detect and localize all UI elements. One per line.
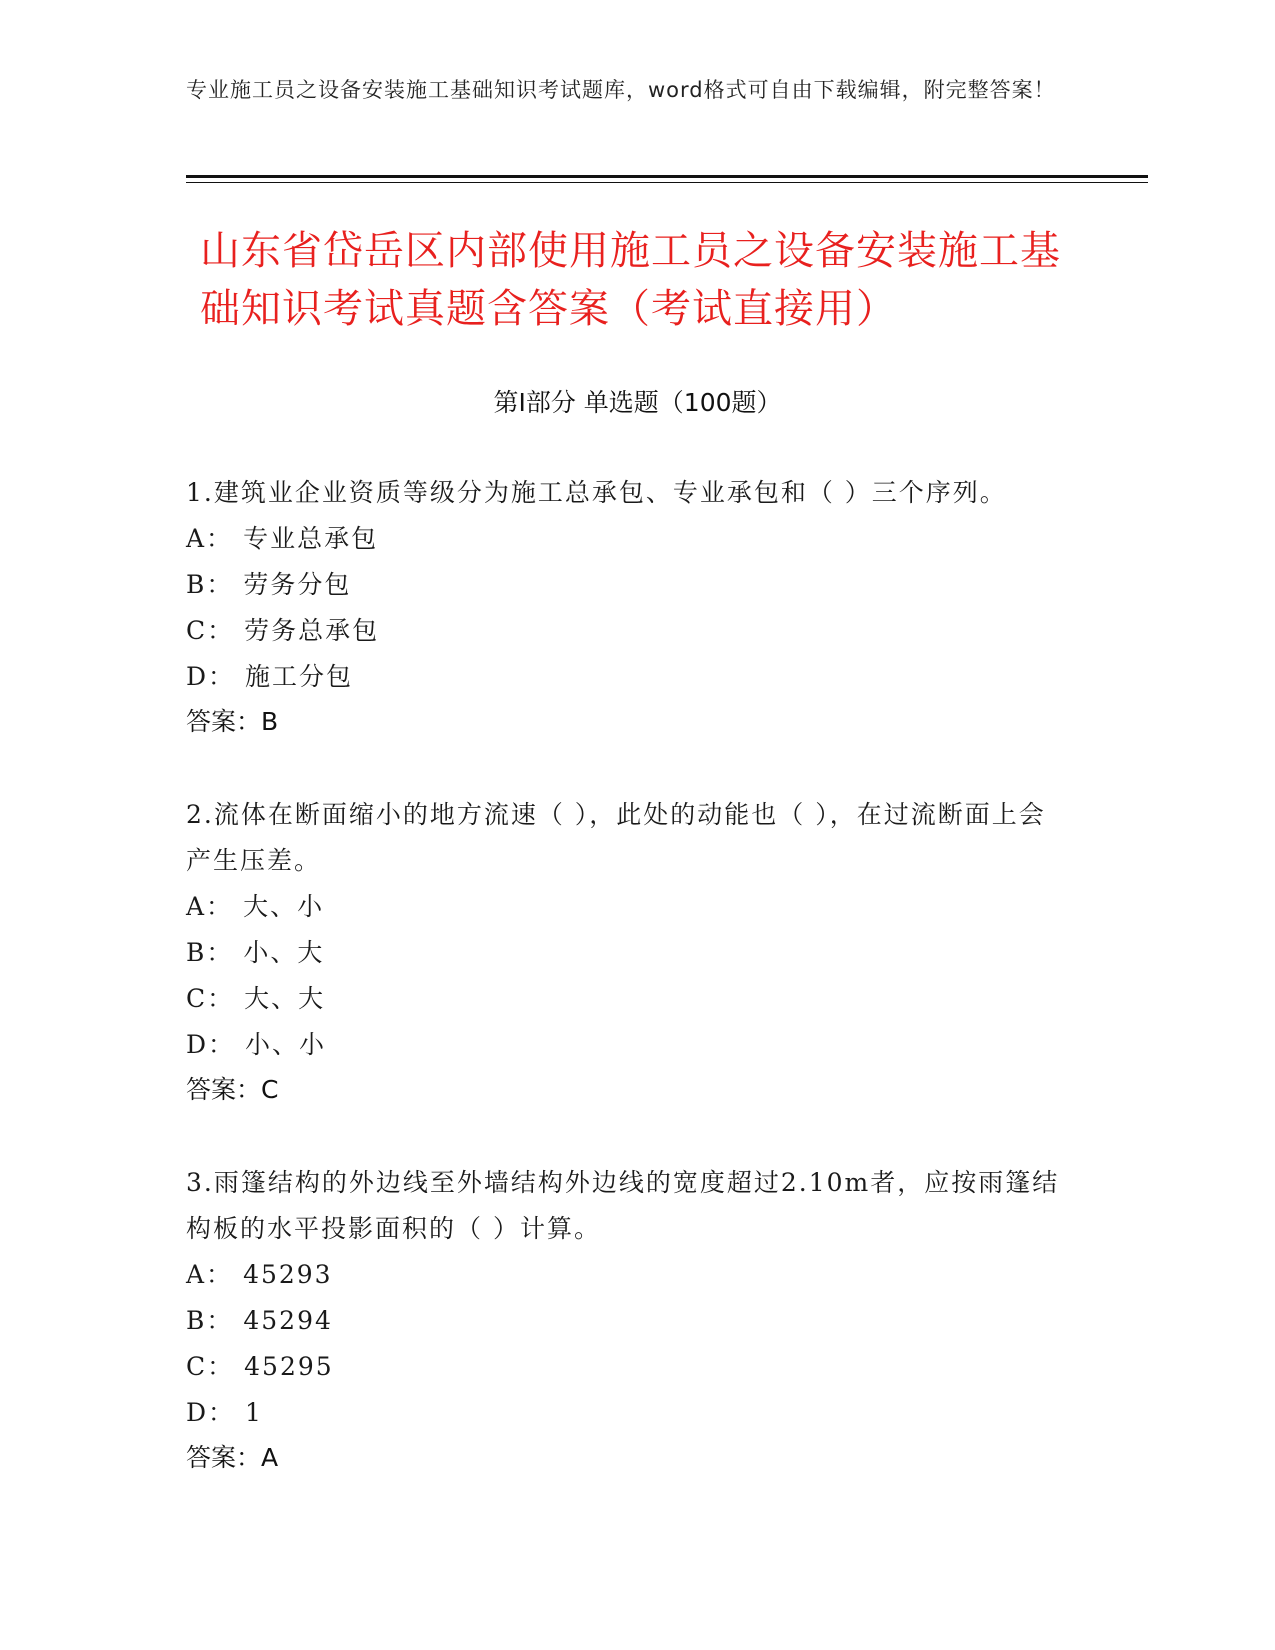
- option-key: C：: [186, 616, 235, 645]
- option-b: [186, 930, 1066, 976]
- answer-label: 答案：A: [186, 1443, 279, 1472]
- option-key: D：: [186, 1030, 236, 1059]
- header-note: 专业施工员之设备安装施工基础知识考试题库，word格式可自由下载编辑，附完整答案！: [186, 78, 1056, 102]
- question-stem: 3.雨篷结构的外边线至外墙结构外边线的宽度超过2.10m者，应按雨篷结构板的水平投影面积的（ ）计算。: [186, 1168, 1060, 1243]
- document-title: 山东省岱岳区内部使用施工员之设备安装施工基础知识考试真题含答案（考试直接用）: [200, 228, 1061, 332]
- answer-label: 答案：C: [186, 1075, 279, 1104]
- option-key: D：: [186, 662, 236, 691]
- option-d: [186, 1390, 1066, 1436]
- question-2: [186, 792, 1066, 1112]
- question-stem: 2.流体在断面缩小的地方流速（ ），此处的动能也（ ），在过流断面上会产生压差。: [186, 800, 1046, 875]
- question-stem: 1.建筑业企业资质等级分为施工总承包、专业承包和（ ）三个序列。: [186, 478, 1007, 507]
- option-text: 小、大: [243, 938, 325, 967]
- option-key: A：: [186, 1260, 234, 1289]
- question-3: [186, 1160, 1066, 1480]
- option-text: 劳务分包: [243, 570, 352, 599]
- option-text: 1: [245, 1398, 263, 1427]
- option-a: [186, 516, 1066, 562]
- question-1: [186, 470, 1066, 744]
- header-rule-thick: [186, 175, 1148, 178]
- option-d: [186, 1022, 1066, 1068]
- option-text: 45295: [244, 1352, 334, 1381]
- option-key: A：: [186, 892, 234, 921]
- option-c: [186, 976, 1066, 1022]
- answer-label: 答案：B: [186, 707, 279, 736]
- option-key: B：: [186, 1306, 234, 1335]
- option-text: 施工分包: [245, 662, 354, 691]
- option-text: 45294: [243, 1306, 333, 1335]
- option-a: [186, 1252, 1066, 1298]
- option-c: [186, 608, 1066, 654]
- option-key: C：: [186, 984, 235, 1013]
- option-text: 大、小: [243, 892, 325, 921]
- option-text: 专业总承包: [243, 524, 379, 553]
- section-title: 第Ⅰ部分 单选题（100题）: [493, 388, 782, 417]
- option-text: 劳务总承包: [244, 616, 380, 645]
- option-key: C：: [186, 1352, 235, 1381]
- option-text: 大、大: [244, 984, 326, 1013]
- option-c: [186, 1344, 1066, 1390]
- option-d: [186, 654, 1066, 700]
- question-list: [186, 470, 1066, 1528]
- option-key: B：: [186, 570, 234, 599]
- option-key: D：: [186, 1398, 236, 1427]
- header-rule-thin: [186, 182, 1148, 183]
- option-b: [186, 562, 1066, 608]
- option-a: [186, 884, 1066, 930]
- option-key: B：: [186, 938, 234, 967]
- option-text: 45293: [243, 1260, 333, 1289]
- option-b: [186, 1298, 1066, 1344]
- option-text: 小、小: [245, 1030, 327, 1059]
- option-key: A：: [186, 524, 234, 553]
